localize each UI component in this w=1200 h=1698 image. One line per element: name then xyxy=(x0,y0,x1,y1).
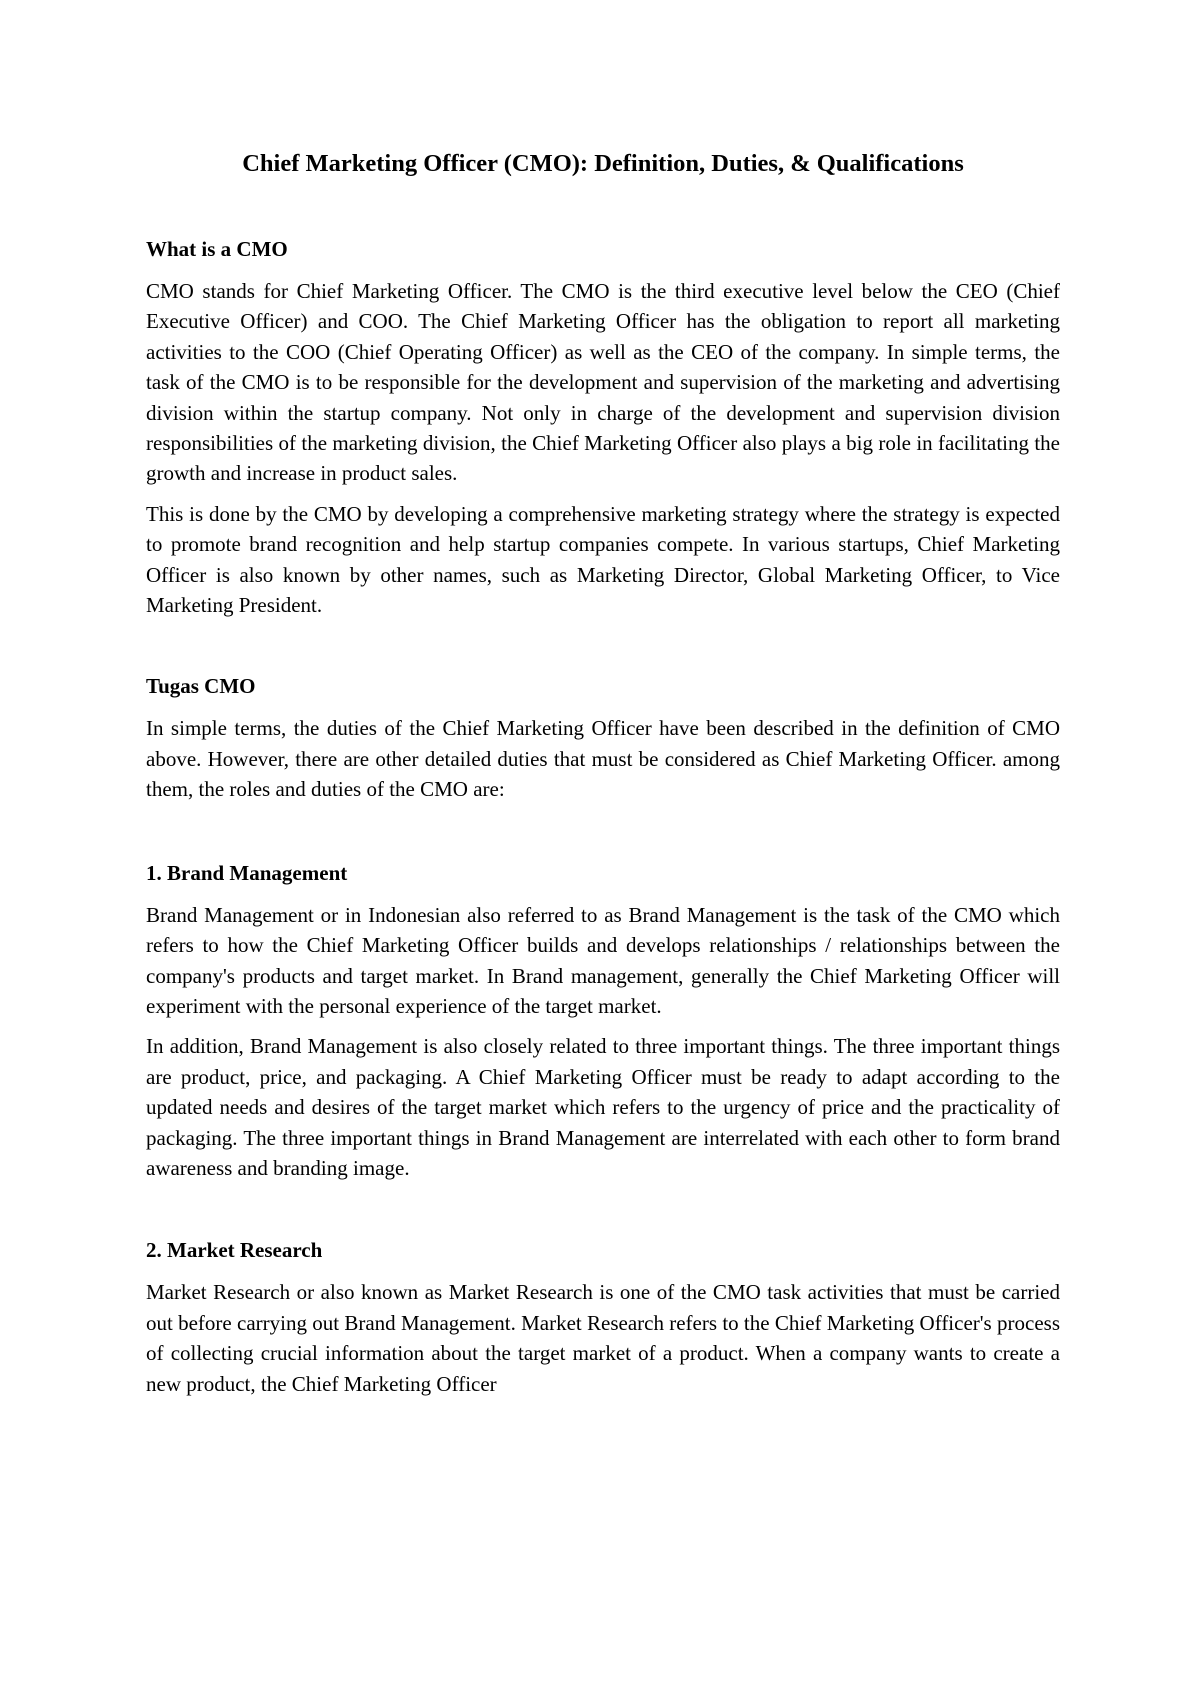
subheading-brand-management: 1. Brand Management xyxy=(146,860,348,885)
paragraph-cmo-duties-intro: In simple terms, the duties of the Chief Marketing Officer have been described in the definition of CMO above. However, there are other detailed duties that must be considered as Chief Marketing Officer. among them, the roles and duties of the CMO are: xyxy=(146,716,1060,802)
section-heading-what-is-cmo: What is a CMO xyxy=(146,237,288,261)
paragraph-cmo-definition: CMO stands for Chief Marketing Officer. The CMO is the third executive level below the CEO (Chief Executive Officer) and COO. The Chief Marketing Officer has the obligation to report all marketing activities to the COO (Chief Operating Officer) as well as the CEO of the company. In simple terms, the task of the CMO is to be responsible for the development and supervision of the marketing and advertising division within the startup company. Not only in charge of the development and supervision division responsibilities of the marketing division, the Chief Marketing Officer also plays a big role in facilitating the growth and increase in product sales. xyxy=(146,279,1060,486)
paragraph-brand-management-three-things: In addition, Brand Management is also closely related to three important things. The three important things are product, price, and packaging. A Chief Marketing Officer must be ready to adapt according to the updated needs and desires of the target market which refers to the urgency of price and the practicality of packaging. The three important things in Brand Management are interrelated with each other to form brand awareness and branding image. xyxy=(146,1034,1060,1180)
paragraph-brand-management-definition: Brand Management or in Indonesian also referred to as Brand Management is the task of the CMO which refers to how the Chief Marketing Officer builds and develops relationships / relationships between the company's products and target market. In Brand management, generally the Chief Marketing Officer will experiment with the personal experience of the target market. xyxy=(146,902,1060,1018)
document-page xyxy=(146,140,1060,1399)
paragraph-cmo-strategy: This is done by the CMO by developing a comprehensive marketing strategy where the strategy is expected to promote brand recognition and help startup companies compete. In various startups, Chief Marketing Officer is also known by other names, such as Marketing Director, Global Marketing Officer, to Vice Marketing President. xyxy=(146,501,1060,618)
subheading-market-research: 2. Market Research xyxy=(146,1238,323,1263)
section-heading-tugas-cmo: Tugas CMO xyxy=(146,674,256,699)
paragraph-market-research-definition: Market Research or also known as Market Research is one of the CMO task activities that must be carried out before carrying out Brand Management. Market Research refers to the Chief Marketing Officer's process of collecting crucial information about the target market of a product. When a company wants to create a new product, the Chief Marketing Officer xyxy=(146,1280,1060,1396)
document-title: Chief Marketing Officer (CMO): Definition, Duties, & Qualifications xyxy=(242,150,964,177)
